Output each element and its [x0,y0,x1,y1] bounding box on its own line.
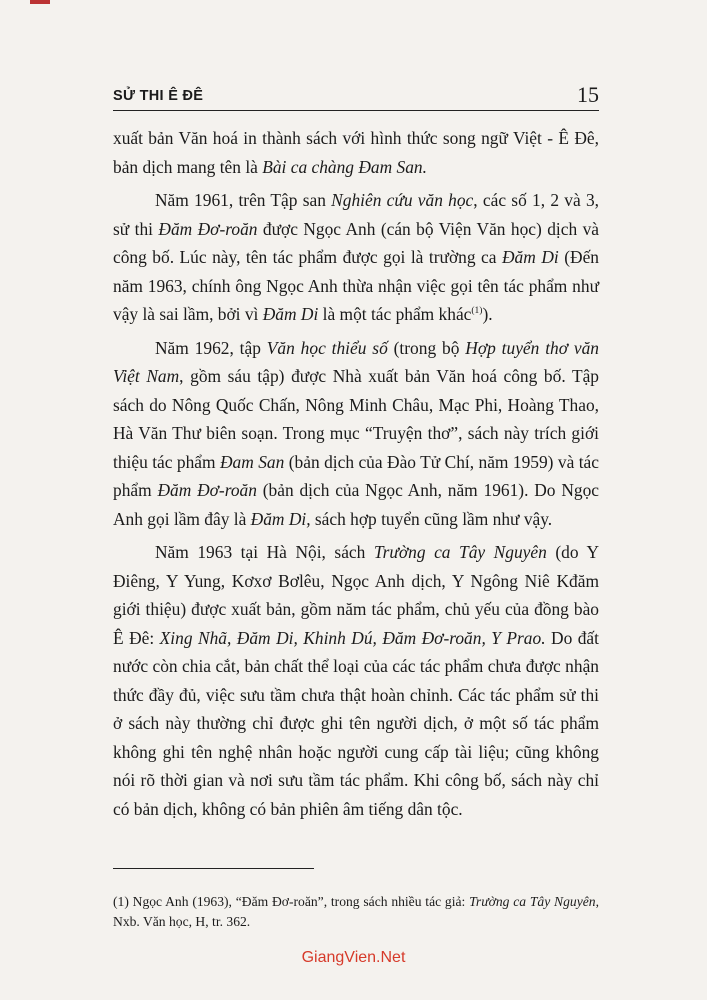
text-run: được Ngọc Anh (cán bộ Viện Văn học) dịch và công bố. Lúc này, tên tác phẩm được gọi là trường ca [113,218,599,267]
watermark: GiangVien.Net [301,949,406,966]
text-run: (bản dịch của Ngọc Anh, năm 1961). Do Ngọc Anh gọi lầm đây là [113,480,599,529]
text-run: là một tác phẩm khác [318,304,472,324]
italic-run: Đăm Đơ-roăn [158,218,258,239]
text-run: xuất bản Văn hoá in thành sách với hình thức song ngữ Việt - Ê Đê, bản dịch mang tên là [113,128,599,177]
paragraph-2 [113,186,599,329]
text-run: ). [482,304,493,324]
italic-run: Văn học thiểu số [266,337,388,358]
italic-run: Trường ca Tây Nguyên [469,893,596,909]
text-run: , Nxb. Văn học, H, tr. 362. [113,893,599,929]
italic-run: Đăm Di, [250,508,311,529]
text-run: , gồm sáu tập) được Nhà xuất bản Văn hoá công bố. Tập sách do Nông Quốc Chấn, Nông Minh Châu, Mạc Phi, Hoàng Thao, Hà Văn Thư biên soạn. Trong mục “Truyện thơ”, sách này trích giới thiệu tác phẩm [113,366,599,472]
text-run: (Đến năm 1963, chính ông Ngọc Anh thừa nhận việc gọi tên tác phẩm như vậy là sai lầm, bởi vì [113,247,599,324]
text-run: Năm 1963 tại Hà Nội, sách [155,542,374,562]
paragraph-3 [113,334,599,534]
text-run: Năm 1962, tập [155,337,267,358]
italic-run: Hợp tuyển thơ văn Việt Nam [113,337,600,386]
text-run: (1) Ngọc Anh (1963), “Đăm Đơ-roăn”, trong sách nhiều tác giả: [113,893,470,909]
italic-run: Đam San [219,451,285,472]
text-run: Do đất nước còn chia cắt, bản chất thể loại của các tác phẩm chưa được nhận thức đầy đủ, việc sưu tầm chưa thật hoàn chỉnh. Các tác phẩm sử thi ở sách này thường chỉ được ghi tên người dịch, ở một số tác phẩm không ghi tên nghệ nhân hoặc người cung cấp tài liệu; cũng không nói rõ thời gian và nơi sưu tầm tác phẩm. Khi công bố, sách này chỉ có bản dịch, không có bản phiên âm tiếng dân tộc. [113,627,599,819]
running-header [113,82,599,111]
footnote-divider [113,868,314,869]
italic-run: Trường ca Tây Nguyên [373,542,547,562]
italic-run: Nghiên cứu văn học [331,190,474,210]
italic-run: Bài ca chàng Đam San. [262,156,427,177]
text-run: Năm 1961, trên Tập san [155,190,332,210]
text-run: (do Y Điêng, Y Yung, Kơxơ Bơlêu, Ngọc Anh dịch, Y Ngông Niê Kđăm giới thiệu) được xuất bản, gồm năm tác phẩm, chủ yếu của đồng bào Ê Đê: [113,542,600,648]
body-text [113,124,599,823]
footnote-ref: (1) [471,306,483,317]
red-corner-mark [30,0,50,4]
text-run: , các số 1, 2 và 3, sử thi [113,190,599,239]
italic-run: Đăm Di [262,304,319,324]
italic-run: Đăm Đơ-roăn [157,480,257,500]
italic-run: Đăm Di [502,247,559,267]
page-number: 15 [577,82,599,107]
paragraph-4 [113,538,599,823]
text-run: sách hợp tuyển cũng lầm như vậy. [310,508,553,529]
text-run: (trong bộ [387,337,466,358]
header-title: SỬ THI Ê ĐÊ [113,88,204,104]
footnote [113,892,599,932]
text-run: (bản dịch của Đào Tử Chí, năm 1959) và tác phẩm [113,451,599,500]
italic-run: Xing Nhã, Đăm Di, Khinh Dú, Đăm Đơ-roăn, Y Prao. [159,627,546,648]
paragraph-1 [113,124,599,181]
